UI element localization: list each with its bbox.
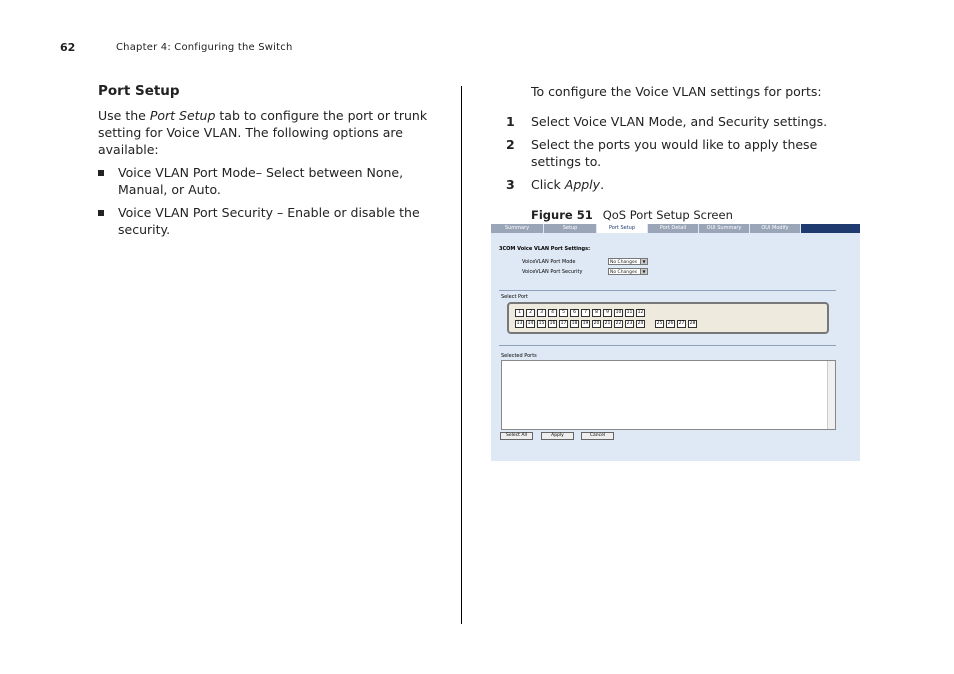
intro-pre: Use the: [98, 108, 150, 123]
port-button[interactable]: 4: [548, 309, 557, 317]
chevron-down-icon: ▼: [640, 269, 647, 274]
bullet-text: Voice VLAN Port Mode– Select between None, Manual, or Auto.: [118, 165, 404, 197]
step-em: Apply: [564, 177, 601, 192]
procedure-intro: To configure the Voice VLAN settings for ports:: [531, 84, 822, 99]
step-number: 2: [506, 137, 515, 152]
tab-port-setup[interactable]: Port Setup: [597, 224, 648, 233]
port-button[interactable]: 6: [570, 309, 579, 317]
step-post: .: [600, 177, 605, 192]
figure-label: Figure 51: [531, 208, 593, 222]
select-all-button[interactable]: Select All: [500, 432, 533, 440]
bullet-text: Voice VLAN Port Security – Enable or disable the security.: [118, 205, 420, 237]
port-button[interactable]: 11: [626, 310, 633, 315]
port-button[interactable]: 21: [604, 321, 611, 326]
port-button[interactable]: 19: [582, 321, 589, 326]
tab-bar: [491, 224, 860, 233]
tab-oui-modify[interactable]: OUI Modify: [750, 224, 801, 233]
port-button[interactable]: 3: [537, 309, 546, 317]
port-button[interactable]: 8: [592, 309, 601, 317]
port-button[interactable]: 26: [667, 321, 674, 326]
port-security-value: No Changes: [610, 270, 638, 275]
qos-port-setup-screenshot: [491, 224, 860, 461]
settings-title: 3COM Voice VLAN Port Settings:: [499, 246, 591, 252]
port-mode-select[interactable]: [608, 258, 648, 265]
selected-ports-label: Selected Ports: [501, 353, 537, 359]
port-mode-value: No Changes: [610, 260, 638, 265]
divider: [499, 290, 836, 291]
step-pre: Click: [531, 177, 565, 192]
apply-button[interactable]: Apply: [541, 432, 574, 440]
step-item: [506, 176, 866, 193]
tab-setup[interactable]: Setup: [544, 224, 597, 233]
step-item: [506, 113, 866, 130]
port-button[interactable]: 25: [656, 321, 663, 326]
port-security-label: VoiceVLAN Port Security: [522, 269, 583, 275]
port-button[interactable]: 24: [637, 321, 644, 326]
step-text: [531, 176, 866, 193]
intro-paragraph: [98, 107, 428, 158]
port-button[interactable]: 10: [615, 310, 622, 315]
port-button[interactable]: 27: [678, 321, 685, 326]
port-button[interactable]: 20: [593, 321, 600, 326]
scrollbar[interactable]: [827, 361, 835, 429]
step-number: 3: [506, 177, 515, 192]
port-button[interactable]: 28: [689, 321, 696, 326]
bullet-item: [98, 204, 428, 238]
port-button[interactable]: 9: [603, 309, 612, 317]
port-button[interactable]: 22: [615, 321, 622, 326]
bullet-marker: [98, 210, 104, 216]
figure-title: QoS Port Setup Screen: [602, 208, 733, 222]
port-button[interactable]: 18: [571, 321, 578, 326]
port-button[interactable]: 12: [637, 310, 644, 315]
tab-port-detail[interactable]: Port Detail: [648, 224, 699, 233]
step-item: [506, 136, 866, 170]
column-divider: [461, 86, 462, 624]
step-text: Select the ports you would like to apply these settings to.: [531, 137, 818, 169]
section-title: Port Setup: [98, 83, 180, 99]
cancel-button[interactable]: Cancel: [581, 432, 614, 440]
selected-ports-list[interactable]: [501, 360, 836, 430]
port-button[interactable]: 16: [549, 321, 556, 326]
port-security-select[interactable]: [608, 268, 648, 275]
intro-em: Port Setup: [149, 108, 216, 123]
port-button[interactable]: 17: [560, 321, 567, 326]
port-button[interactable]: 5: [559, 309, 568, 317]
intro-post: tab to configure the port or trunk setting for Voice VLAN. The following options are available:: [98, 108, 428, 157]
port-mode-label: VoiceVLAN Port Mode: [522, 259, 576, 265]
bullet-item: [98, 164, 428, 198]
port-button[interactable]: 13: [516, 321, 523, 326]
figure-caption: [531, 208, 733, 222]
port-button[interactable]: 15: [538, 321, 545, 326]
port-button[interactable]: 14: [527, 321, 534, 326]
port-selector: [507, 302, 829, 334]
tab-summary[interactable]: Summary: [491, 224, 544, 233]
tab-oui-summary[interactable]: OUI Summary: [699, 224, 750, 233]
step-number: 1: [506, 114, 515, 129]
running-head: Chapter 4: Configuring the Switch: [116, 42, 293, 53]
bullet-marker: [98, 170, 104, 176]
port-button[interactable]: 23: [626, 321, 633, 326]
page-number: 62: [60, 41, 76, 54]
step-text: Select Voice VLAN Mode, and Security settings.: [531, 114, 828, 129]
port-button[interactable]: 1: [515, 309, 524, 317]
divider: [499, 345, 836, 346]
chevron-down-icon: ▼: [640, 259, 647, 264]
port-button[interactable]: 7: [581, 309, 590, 317]
select-port-label: Select Port: [501, 294, 528, 300]
port-button[interactable]: 2: [526, 309, 535, 317]
